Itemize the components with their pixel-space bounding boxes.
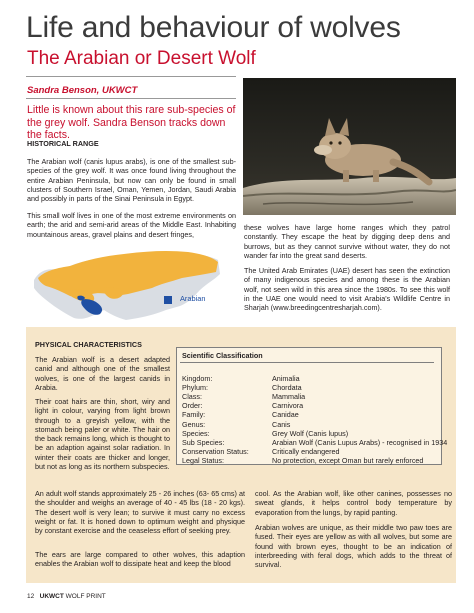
paragraph: Arabian wolves are unique, as their middle two paw toes are fused. Their eyes are yellow as with all wolves, but some are found with brown eyes, thought to be an indication of interbreeding with feral dogs, which adds to the threat of survival.	[255, 523, 452, 570]
divider	[26, 98, 236, 99]
classification-title: Scientific Classification	[182, 351, 263, 360]
historical-range-heading: HISTORICAL RANGE	[27, 139, 99, 148]
physical-characteristics-heading: PHYSICAL CHARACTERISTICS	[35, 340, 142, 349]
map-legend-label: Arabian	[180, 294, 206, 303]
page-subtitle: The Arabian or Desert Wolf	[27, 48, 256, 69]
paragraph: This small wolf lives in one of the most extreme environments on earth; the arid and semi-arid areas of the Middle East. Inhabiting mountainous areas, gravel plains and desert fringes,	[27, 211, 236, 239]
paragraph: The ears are large compared to other wolves, this adaption enables the Arabian wolf to dissipate heat and keep the blood	[35, 550, 245, 569]
paragraph: The Arabian wolf (canis lupus arabs), is one of the smallest sub-species of the grey wolf. It was once found living throughout the entire Arabian Peninsula, but now can only be found in small clusters of Southern Israel, Oman, Yemen, Jordan, Saudi Arabia and possibly in parts of the Sinai Peninsula in Egypt.	[27, 157, 236, 204]
intro-text: Little is known about this rare sub-species of the grey wolf. Sandra Benson tracks down the facts.	[27, 104, 236, 142]
divider	[26, 76, 236, 77]
author-byline: Sandra Benson, UKWCT	[27, 85, 138, 96]
footer-brand: UKWCT	[39, 593, 64, 600]
paragraph: The Arabian wolf is a desert adapted canid and although one of the smallest wolves, is one of the largest canids in Arabia.	[35, 355, 170, 392]
legend-swatch	[164, 296, 172, 304]
paragraph: cool. As the Arabian wolf, like other canines, possesses no sweat glands, it helps control body temperature by evaporation from the lungs, by rapid panting.	[255, 489, 452, 517]
paragraph: An adult wolf stands approximately 25 - 26 inches (63- 65 cms) at the shoulder and weighs an average of 40 - 45 lbs (18 - 20 kgs). The desert wolf is very lean; to survive it must carry no excess weight or fat. It is honed down to optimum weight and physique by constant exercise and the ceaseless effort of seeking prey.	[35, 489, 245, 536]
page-footer	[27, 593, 106, 600]
wolf-photo	[243, 78, 456, 215]
paragraph: The United Arab Emirates (UAE) desert has seen the extinction of many indigenous species and among these is the Arabian wolf, not seen wild in this area since the 1980s. To see this wolf in the UAE one would need to visit Arabia's Wildlife Centre in Sharjah (www.breedingcentresharjah.com).	[244, 266, 450, 313]
divider	[180, 362, 434, 363]
page-title: Life and behaviour of wolves	[26, 11, 401, 44]
paragraph: Their coat hairs are thin, short, wiry and light in colour, varying from light brown through to a greyish yellow, with the stomach being paler or white. The hair on the back remains long, which is thought to be an adaption against solar radiation. In winter their coats are thicker and longer, but not as long as its northern subspecies.	[35, 397, 170, 472]
footer-section: WOLF PRINT	[65, 593, 106, 600]
paragraph: these wolves have large home ranges which they patrol constantly. They escape the heat by digging deep dens and burrows, but as they cannot survive without water, they do not wander far into the great sand deserts.	[244, 223, 450, 260]
page-number: 12	[27, 593, 35, 600]
range-map	[30, 240, 224, 322]
